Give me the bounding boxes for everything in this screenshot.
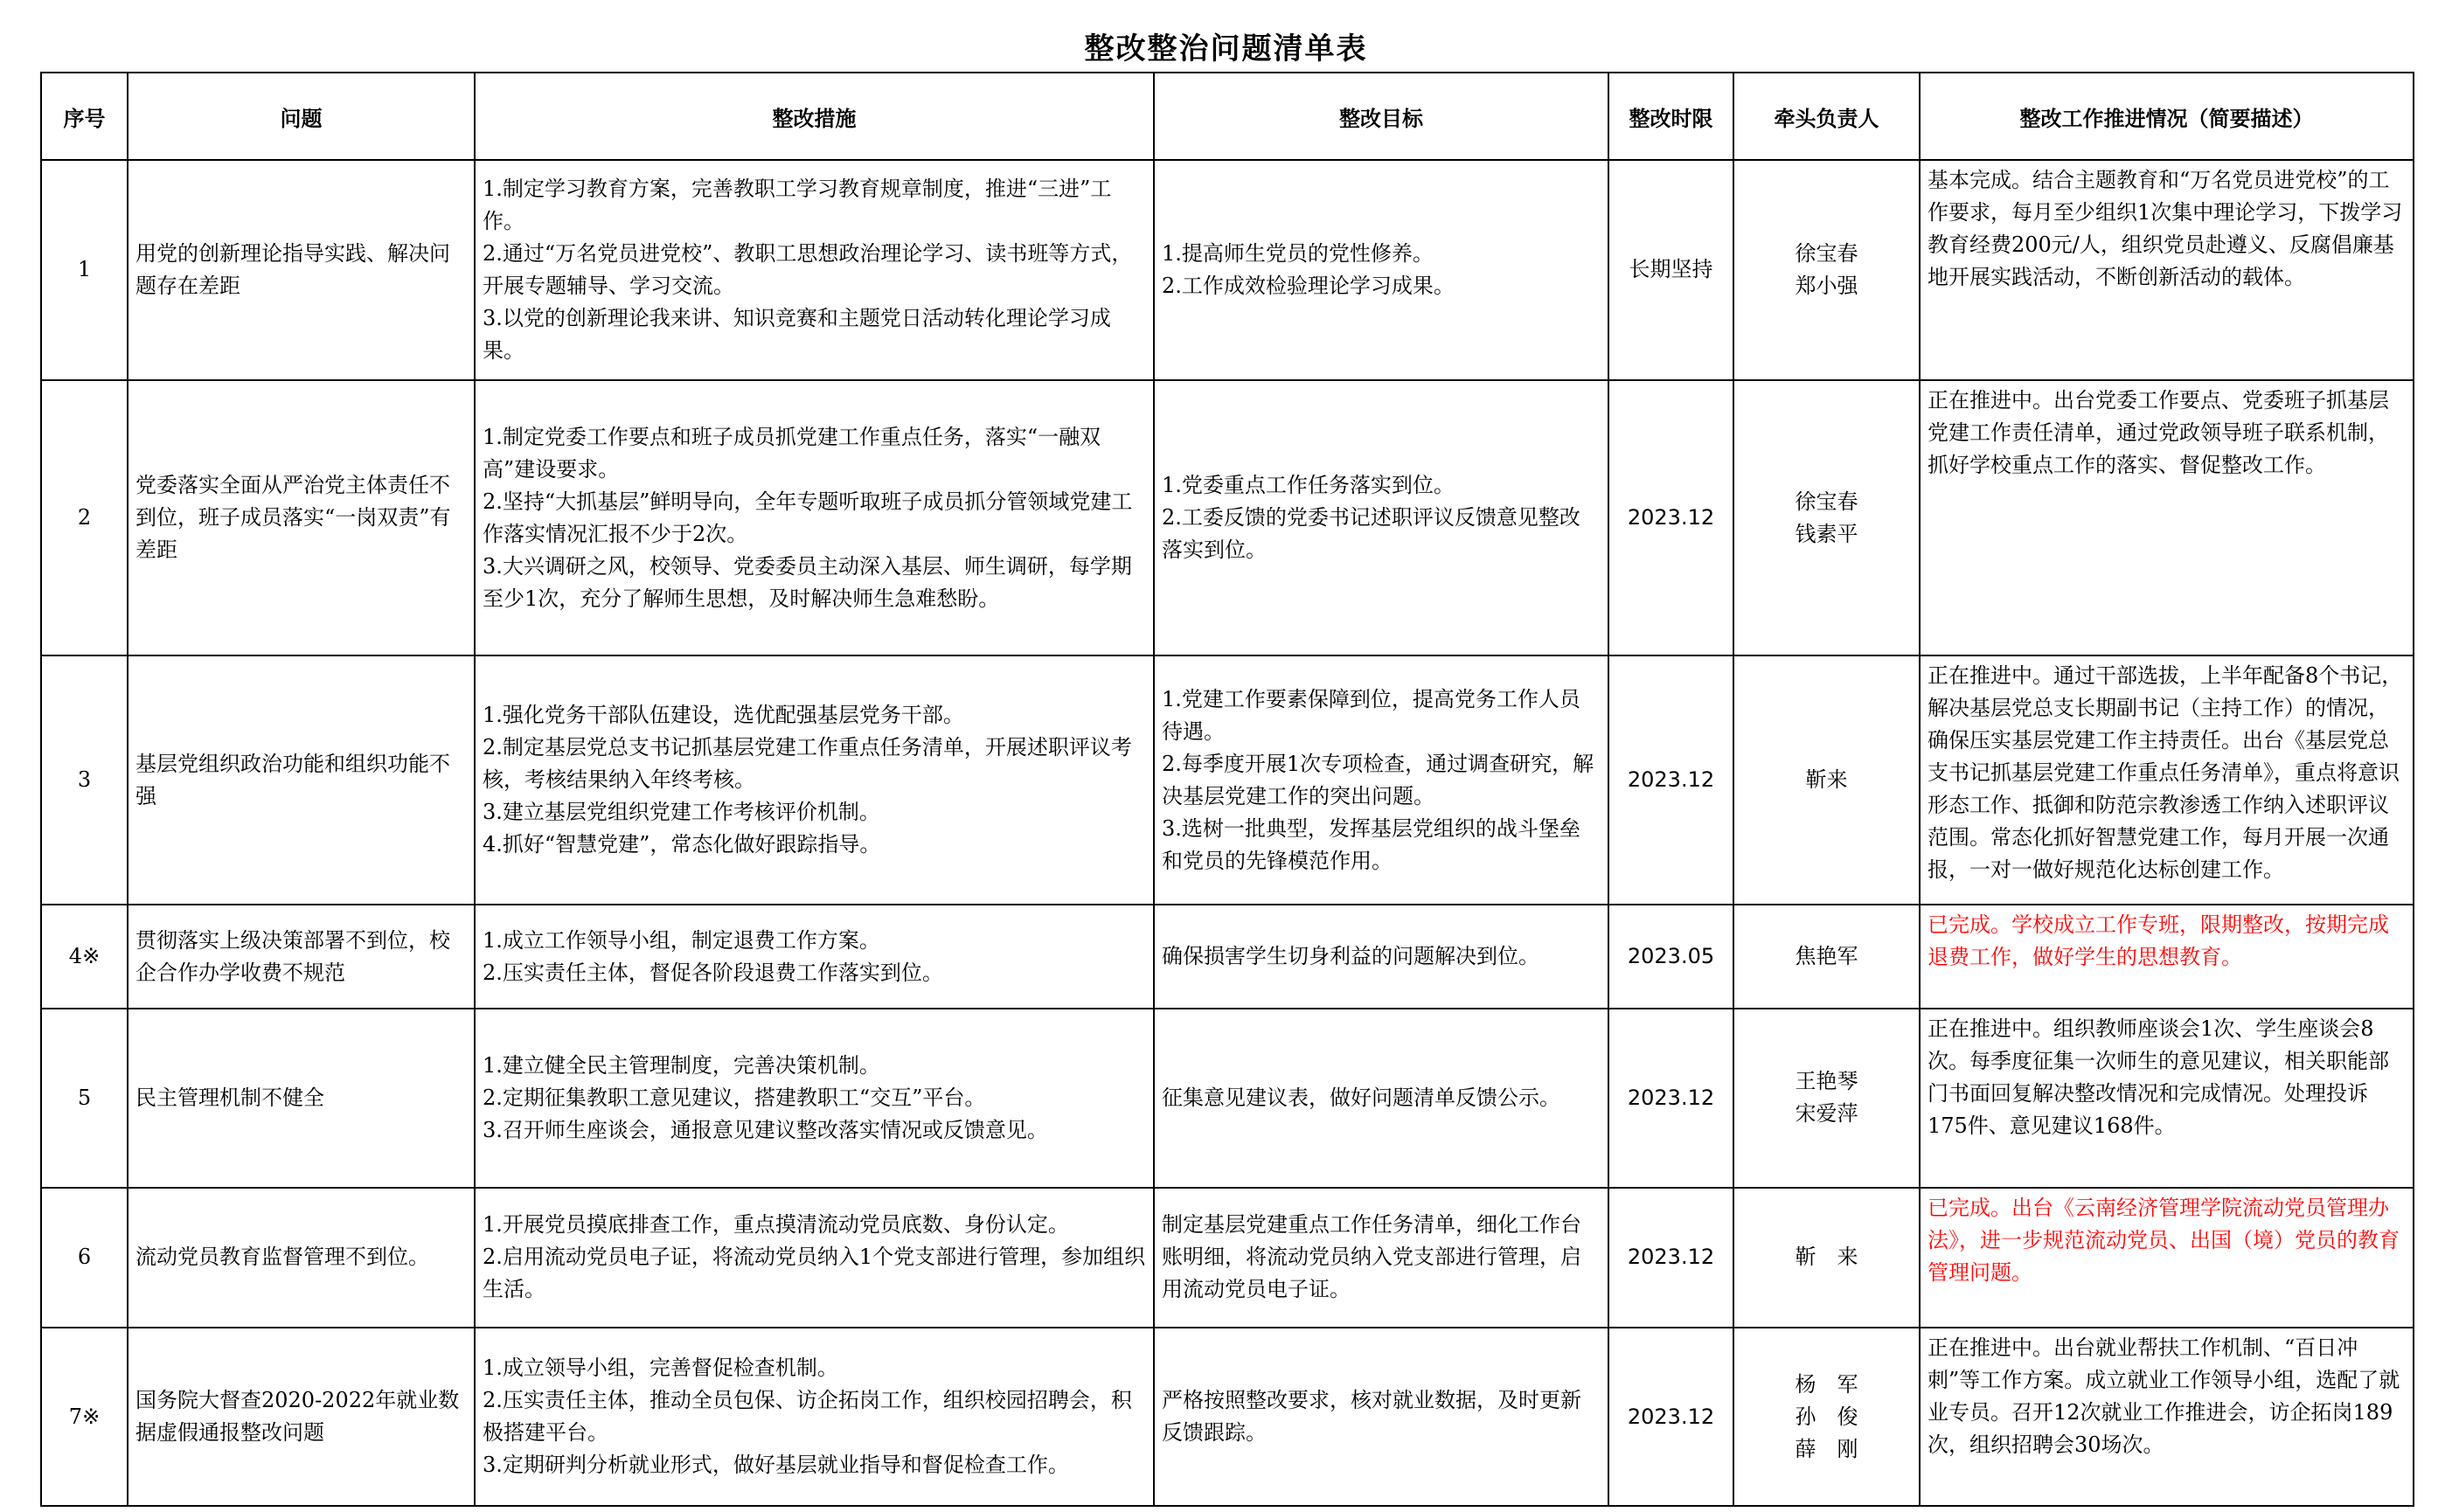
leader-name: 宋爱萍 bbox=[1795, 1101, 1858, 1127]
measure-item: 3.大兴调研之风，校领导、党委委员主动深入基层、师生调研，每学期至少1次，充分了解师生思想，及时解决师生急难愁盼。 bbox=[483, 553, 1132, 611]
goal-item: 严格按照整改要求，核对就业数据，及时更新反馈跟踪。 bbox=[1162, 1388, 1581, 1446]
goal-item: 征集意见建议表，做好问题清单反馈公示。 bbox=[1162, 1085, 1560, 1110]
progress-cell: 正在推进中。出台就业帮扶工作机制、“百日冲刺”等工作方案。成立就业工作领导小组，选配了就业专员。召开12次就业工作推进会，访企拓岗189次，组织招聘会30场次。 bbox=[1920, 1328, 2414, 1506]
issue-cell: 民主管理机制不健全 bbox=[128, 1009, 475, 1188]
measures-cell bbox=[475, 1188, 1154, 1328]
row-number: 2 bbox=[41, 380, 128, 655]
goals-cell bbox=[1154, 1188, 1608, 1328]
goal-item: 2.工作成效检验理论学习成果。 bbox=[1162, 273, 1455, 298]
table-row bbox=[41, 160, 2414, 380]
issue-cell: 流动党员教育监督管理不到位。 bbox=[128, 1188, 475, 1328]
deadline-cell: 2023.12 bbox=[1608, 655, 1733, 905]
goals-cell bbox=[1154, 1328, 1608, 1506]
leaders-cell bbox=[1733, 160, 1920, 380]
goals-cell bbox=[1154, 1009, 1608, 1188]
measure-item: 2.压实责任主体，督促各阶段退费工作落实到位。 bbox=[483, 960, 943, 985]
header-goals: 整改目标 bbox=[1154, 73, 1608, 160]
goal-item: 制定基层党建重点工作任务清单，细化工作台账明细，将流动党员纳入党支部进行管理，启用流动党员电子证。 bbox=[1162, 1212, 1581, 1302]
measures-cell bbox=[475, 655, 1154, 905]
row-number: 4※ bbox=[41, 905, 128, 1008]
leaders-cell bbox=[1733, 1009, 1920, 1188]
measure-item: 1.强化党务干部队伍建设，选优配强基层党务干部。 bbox=[483, 703, 964, 728]
measure-item: 2.坚持“大抓基层”鲜明导向，全年专题听取班子成员抓分管领域党建工作落实情况汇报不少于2次。 bbox=[483, 489, 1133, 546]
deadline-cell: 长期坚持 bbox=[1608, 160, 1733, 380]
measure-item: 1.开展党员摸底排查工作，重点摸清流动党员底数、身份认定。 bbox=[483, 1212, 1069, 1238]
row-number: 1 bbox=[41, 160, 128, 380]
leaders-cell bbox=[1733, 380, 1920, 655]
deadline-cell: 2023.12 bbox=[1608, 380, 1733, 655]
deadline-cell: 2023.05 bbox=[1608, 905, 1733, 1008]
goal-item: 确保损害学生切身利益的问题解决到位。 bbox=[1162, 944, 1539, 969]
progress-cell: 正在推进中。组织教师座谈会1次、学生座谈会8次。每季度征集一次师生的意见建议，相关职能部门书面回复解决整改情况和完成情况。处理投诉175件、意见建议168件。 bbox=[1920, 1009, 2414, 1188]
progress-cell: 已完成。出台《云南经济管理学院流动党员管理办法》，进一步规范流动党员、出国（境）党员的教育管理问题。 bbox=[1920, 1188, 2414, 1328]
table-body bbox=[41, 160, 2414, 1506]
issue-cell: 国务院大督查2020-2022年就业数据虚假通报整改问题 bbox=[128, 1328, 475, 1506]
measure-item: 3.建立基层党组织党建工作考核评价机制。 bbox=[483, 800, 880, 825]
leader-name: 徐宝春 bbox=[1795, 240, 1858, 266]
goal-item: 1.党委重点工作任务落实到位。 bbox=[1162, 473, 1455, 498]
leader-name: 徐宝春 bbox=[1795, 489, 1858, 514]
leader-name: 钱素平 bbox=[1795, 521, 1858, 546]
goals-cell bbox=[1154, 905, 1608, 1008]
leader-name: 靳来 bbox=[1805, 767, 1848, 793]
measure-item: 2.压实责任主体，推动全员包保、访企拓岗工作，组织校园招聘会，积极搭建平台。 bbox=[483, 1388, 1132, 1446]
measure-item: 3.召开师生座谈会，通报意见建议整改落实情况或反馈意见。 bbox=[483, 1117, 1048, 1142]
row-number: 3 bbox=[41, 655, 128, 905]
leader-name: 杨 军 bbox=[1795, 1371, 1858, 1397]
header-measures: 整改措施 bbox=[475, 73, 1154, 160]
goal-item: 1.党建工作要素保障到位，提高党务工作人员待遇。 bbox=[1162, 686, 1580, 744]
goals-cell bbox=[1154, 160, 1608, 380]
leaders-cell bbox=[1733, 655, 1920, 905]
goal-item: 1.提高师生党员的党性修养。 bbox=[1162, 240, 1434, 266]
leaders-cell bbox=[1733, 905, 1920, 1008]
table-row bbox=[41, 1328, 2414, 1506]
table-row bbox=[41, 1188, 2414, 1328]
leader-name: 孙 俊 bbox=[1795, 1404, 1858, 1429]
header-deadline: 整改时限 bbox=[1608, 73, 1733, 160]
progress-cell: 基本完成。结合主题教育和“万名党员进党校”的工作要求，每月至少组织1次集中理论学习，下拨学习教育经费200元/人，组织党员赴遵义、反腐倡廉基地开展实践活动，不断创新活动的载体。 bbox=[1920, 160, 2414, 380]
table-row bbox=[41, 1009, 2414, 1188]
issue-cell: 基层党组织政治功能和组织功能不强 bbox=[128, 655, 475, 905]
measure-item: 2.启用流动党员电子证，将流动党员纳入1个党支部进行管理，参加组织生活。 bbox=[483, 1245, 1146, 1302]
header-no: 序号 bbox=[41, 73, 128, 160]
table-row bbox=[41, 655, 2414, 905]
measures-cell bbox=[475, 160, 1154, 380]
deadline-cell: 2023.12 bbox=[1608, 1009, 1733, 1188]
measures-cell bbox=[475, 1009, 1154, 1188]
goal-item: 3.选树一批典型，发挥基层党组织的战斗堡垒和党员的先锋模范作用。 bbox=[1162, 815, 1580, 873]
page-title: 整改整治问题清单表 bbox=[1084, 31, 1368, 66]
deadline-cell: 2023.12 bbox=[1608, 1188, 1733, 1328]
measure-item: 1.制定学习教育方案，完善教职工学习教育规章制度，推进“三进”工作。 bbox=[483, 176, 1112, 233]
measure-item: 1.制定党委工作要点和班子成员抓党建工作重点任务，落实“一融双高”建设要求。 bbox=[483, 424, 1101, 482]
leaders-cell bbox=[1733, 1328, 1920, 1506]
measure-item: 2.制定基层党总支书记抓基层党建工作重点任务清单，开展述职评议考核，考核结果纳入年终考核。 bbox=[483, 735, 1132, 793]
header-leaders: 牵头负责人 bbox=[1733, 73, 1920, 160]
measure-item: 4.抓好“智慧党建”，常态化做好跟踪指导。 bbox=[483, 832, 881, 857]
leader-name: 郑小强 bbox=[1795, 273, 1858, 298]
measures-cell bbox=[475, 380, 1154, 655]
table-row bbox=[41, 380, 2414, 655]
progress-cell: 已完成。学校成立工作专班，限期整改，按期完成退费工作，做好学生的思想教育。 bbox=[1920, 905, 2414, 1008]
measure-item: 1.成立领导小组，完善督促检查机制。 bbox=[483, 1356, 838, 1381]
row-number: 7※ bbox=[41, 1328, 128, 1506]
deadline-cell: 2023.12 bbox=[1608, 1328, 1733, 1506]
measure-item: 1.建立健全民主管理制度，完善决策机制。 bbox=[483, 1052, 880, 1078]
issue-cell: 贯彻落实上级决策部署不到位，校企合作办学收费不规范 bbox=[128, 905, 475, 1008]
measure-item: 3.以党的创新理论我来讲、知识竞赛和主题党日活动转化理论学习成果。 bbox=[483, 305, 1111, 363]
header-row bbox=[41, 73, 2414, 160]
issue-cell: 党委落实全面从严治党主体责任不到位，班子成员落实“一岗双责”有差距 bbox=[128, 380, 475, 655]
measures-cell bbox=[475, 1328, 1154, 1506]
measure-item: 2.通过“万名党员进党校”、教职工思想政治理论学习、读书班等方式，开展专题辅导、学习交流。 bbox=[483, 240, 1133, 298]
leaders-cell bbox=[1733, 1188, 1920, 1328]
goals-cell bbox=[1154, 380, 1608, 655]
leader-name: 薛 刚 bbox=[1795, 1436, 1858, 1461]
measure-item: 2.定期征集教职工意见建议，搭建教职工“交互”平台。 bbox=[483, 1085, 986, 1110]
measure-item: 1.成立工作领导小组，制定退费工作方案。 bbox=[483, 927, 880, 953]
table-row bbox=[41, 905, 2414, 1008]
header-progress: 整改工作推进情况（简要描述） bbox=[1920, 73, 2414, 160]
issue-table bbox=[40, 72, 2414, 1507]
issue-cell: 用党的创新理论指导实践、解决问题存在差距 bbox=[128, 160, 475, 380]
progress-cell: 正在推进中。出台党委工作要点、党委班子抓基层党建工作责任清单，通过党政领导班子联系机制，抓好学校重点工作的落实、督促整改工作。 bbox=[1920, 380, 2414, 655]
row-number: 5 bbox=[41, 1009, 128, 1188]
leader-name: 焦艳军 bbox=[1795, 944, 1858, 969]
row-number: 6 bbox=[41, 1188, 128, 1328]
leader-name: 靳 来 bbox=[1795, 1245, 1858, 1270]
goals-cell bbox=[1154, 655, 1608, 905]
measures-cell bbox=[475, 905, 1154, 1008]
leader-name: 王艳琴 bbox=[1795, 1069, 1858, 1094]
goal-item: 2.工委反馈的党委书记述职评议反馈意见整改落实到位。 bbox=[1162, 505, 1580, 563]
goal-item: 2.每季度开展1次专项检查，通过调查研究，解决基层党建工作的突出问题。 bbox=[1162, 751, 1594, 808]
progress-cell: 正在推进中。通过干部选拔，上半年配备8个书记，解决基层党总支长期副书记（主持工作）的情况，确保压实基层党建工作主持责任。出台《基层党总支书记抓基层党建工作重点任务清单》，重点将意识形态工作、抵御和防范宗教渗透工作纳入述职评议范围。常态化抓好智慧党建工作，每月开展一次通报，一对一做好规范化达标创建工作。 bbox=[1920, 655, 2414, 905]
header-issue: 问题 bbox=[128, 73, 475, 160]
measure-item: 3.定期研判分析就业形式，做好基层就业指导和督促检查工作。 bbox=[483, 1453, 1069, 1478]
